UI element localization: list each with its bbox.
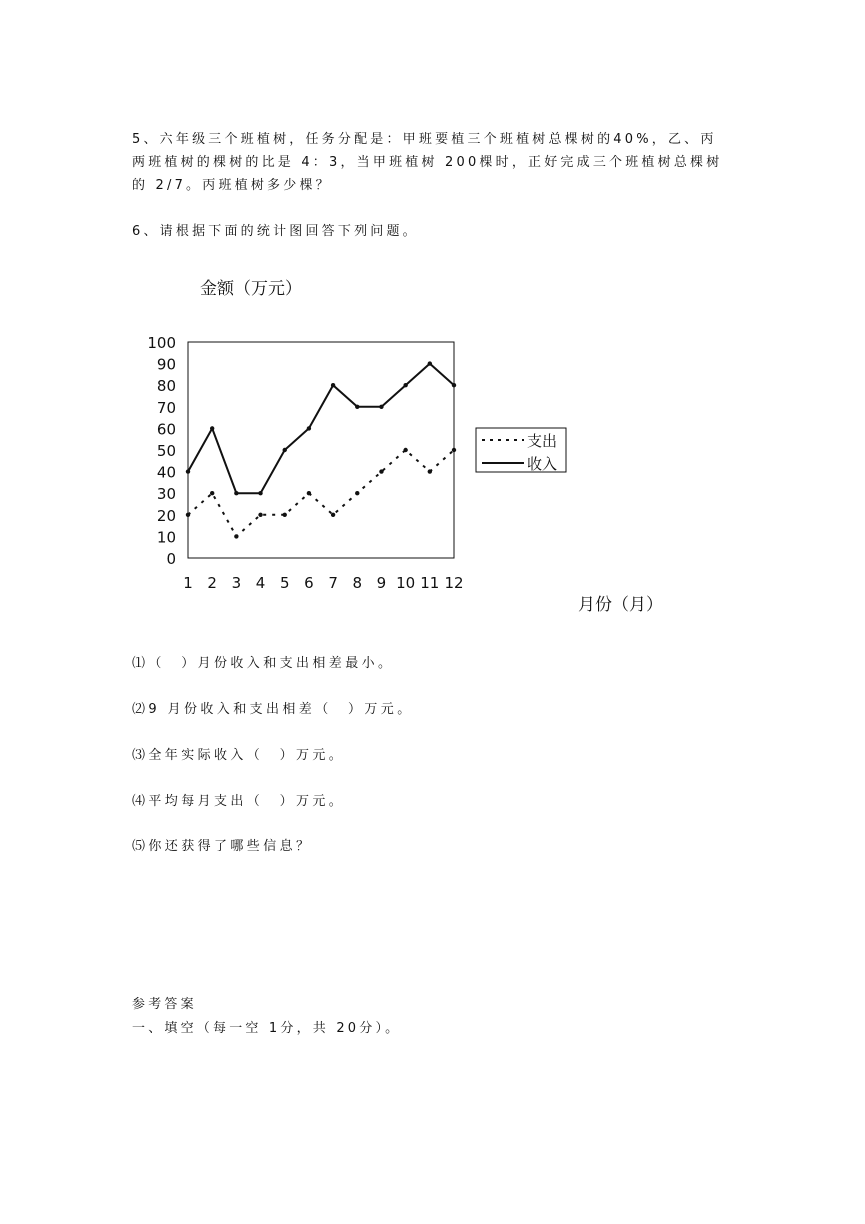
series-line-expense xyxy=(188,450,454,536)
data-point-income xyxy=(186,469,190,473)
question-5: 5、六年级三个班植树，任务分配是：甲班要植三个班植树总棵树的40%，乙、丙两班植树的棵树的比是 4：3，当甲班植树 200棵时，正好完成三个班植树总棵树的 2/7。丙班植树多少棵？ xyxy=(132,132,723,193)
x-tick-label: 3 xyxy=(231,574,242,592)
sub-question-3: ⑶全年实际收入（ ）万元。 xyxy=(132,748,346,763)
legend xyxy=(476,428,566,473)
data-point-income xyxy=(210,426,214,430)
sub-question-1: ⑴（ ）月份收入和支出相差最小。 xyxy=(132,656,395,671)
x-tick-label: 8 xyxy=(352,574,363,592)
data-point-expense xyxy=(428,469,432,473)
data-point-expense xyxy=(186,513,190,517)
x-tick-label: 9 xyxy=(376,574,387,592)
data-point-income xyxy=(234,491,238,495)
data-point-income xyxy=(379,405,383,409)
data-point-expense xyxy=(258,513,262,517)
x-tick-label: 4 xyxy=(255,574,266,592)
y-tick-label: 20 xyxy=(156,506,176,525)
x-tick-label: 6 xyxy=(304,574,314,592)
data-point-income xyxy=(428,361,432,365)
data-point-expense xyxy=(307,491,311,495)
y-tick-label: 100 xyxy=(147,334,176,352)
x-tick-labels xyxy=(183,574,463,592)
y-tick-label: 90 xyxy=(156,355,176,374)
plot-area xyxy=(188,342,454,558)
y-tick-label: 40 xyxy=(156,463,176,482)
answers-line-1: 一、填空（每一空 1分，共 20分）。 xyxy=(132,1021,402,1036)
question-6: 6、请根据下面的统计图回答下列问题。 xyxy=(132,224,419,239)
x-tick-label: 11 xyxy=(420,574,440,592)
x-tick-label: 2 xyxy=(207,574,217,592)
x-tick-label: 5 xyxy=(279,574,290,592)
data-point-expense xyxy=(234,534,238,538)
data-point-expense xyxy=(452,448,456,452)
y-tick-label: 50 xyxy=(156,442,176,460)
x-tick-label: 12 xyxy=(444,574,464,592)
data-point-income xyxy=(283,448,287,452)
x-axis-label: 月份（月） xyxy=(578,595,663,615)
legend-label-income: 收入 xyxy=(527,455,558,473)
y-tick-label: 70 xyxy=(156,398,176,417)
data-point-expense xyxy=(210,491,214,495)
sub-question-2: ⑵9 月份收入和支出相差（ ）万元。 xyxy=(132,702,414,717)
y-tick-label: 80 xyxy=(156,377,176,396)
sub-question-4: ⑷平均每月支出（ ）万元。 xyxy=(132,794,346,809)
data-point-income xyxy=(403,383,407,387)
data-point-expense xyxy=(355,491,359,495)
x-tick-label: 10 xyxy=(396,574,416,592)
y-tick-label: 10 xyxy=(156,528,176,547)
x-tick-label: 1 xyxy=(183,574,193,592)
y-tick-label: 60 xyxy=(156,420,176,439)
data-point-expense xyxy=(283,513,287,517)
data-point-expense xyxy=(331,513,335,517)
data-point-income xyxy=(307,426,311,430)
series-line-income xyxy=(188,364,454,494)
data-point-income xyxy=(331,383,335,387)
data-point-income xyxy=(452,383,456,387)
legend-label-expense: 支出 xyxy=(527,432,558,450)
y-tick-label: 0 xyxy=(166,550,176,568)
y-tick-labels xyxy=(147,334,176,568)
data-point-expense xyxy=(403,448,407,452)
sub-question-5: ⑸你还获得了哪些信息？ xyxy=(132,839,313,854)
data-point-expense xyxy=(379,469,383,473)
series-lines xyxy=(186,361,456,538)
answers-title: 参考答案 xyxy=(132,997,197,1012)
y-axis-label: 金额（万元） xyxy=(200,279,302,299)
x-tick-label: 7 xyxy=(328,574,338,592)
data-point-income xyxy=(355,405,359,409)
data-point-income xyxy=(258,491,262,495)
y-tick-label: 30 xyxy=(156,485,176,504)
